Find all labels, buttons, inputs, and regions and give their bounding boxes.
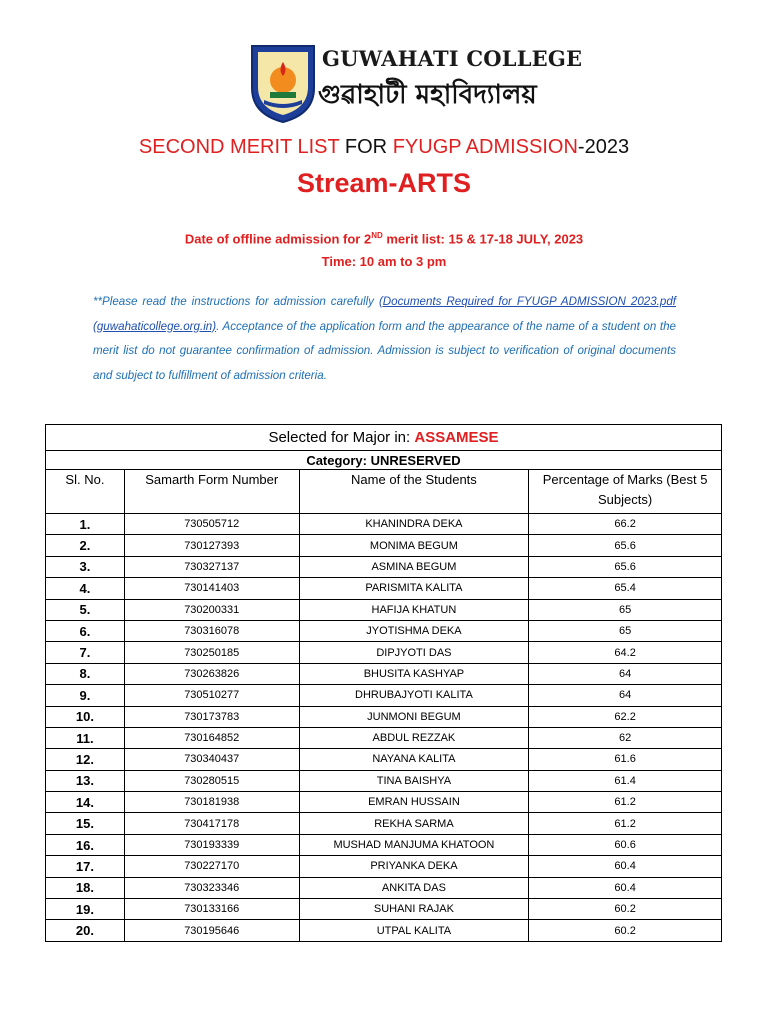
- merit-list-table: [45, 424, 722, 942]
- column-header-percentage: Percentage of Marks (Best 5 Subjects): [529, 470, 722, 514]
- college-logo: [248, 42, 318, 124]
- cell-student-name: ABDUL REZZAK: [299, 727, 529, 748]
- cell-student-name: REKHA SARMA: [299, 813, 529, 834]
- cell-sl-no: 13.: [46, 770, 125, 791]
- cell-percentage: 65.6: [529, 556, 722, 577]
- cell-student-name: MONIMA BEGUM: [299, 535, 529, 556]
- table-row: [46, 792, 722, 813]
- cell-percentage: 60.2: [529, 899, 722, 920]
- merit-list-rows: [46, 514, 722, 942]
- instructions-paragraph: [93, 290, 676, 388]
- cell-percentage: 62: [529, 727, 722, 748]
- title-part-merit-list: SECOND MERIT LIST: [138, 136, 340, 158]
- admission-date-prefix: Date of offline admission for 2: [184, 231, 372, 247]
- cell-student-name: JUNMONI BEGUM: [299, 706, 529, 727]
- cell-sl-no: 19.: [46, 899, 125, 920]
- college-name-assamese: গুৱাহাটী মহাবিদ্যালয়: [318, 80, 537, 110]
- cell-student-name: NAYANA KALITA: [299, 749, 529, 770]
- cell-student-name: MUSHAD MANJUMA KHATOON: [299, 834, 529, 855]
- cell-form-number: 730193339: [124, 834, 299, 855]
- cell-sl-no: 17.: [46, 856, 125, 877]
- cell-percentage: 64: [529, 663, 722, 684]
- admission-date-suffix: merit list: 15 & 17-18 JULY, 2023: [382, 231, 584, 247]
- cell-form-number: 730316078: [124, 620, 299, 641]
- selected-major-heading: [46, 425, 722, 451]
- instructions-body: . Acceptance of the application form and the appearance of the name of a student on the merit list do not guarantee confirmation of admission. Admission is subject to verification of original documents and subject to fulfillment of admission criteria.: [93, 319, 676, 382]
- cell-percentage: 62.2: [529, 706, 722, 727]
- cell-form-number: 730227170: [124, 856, 299, 877]
- cell-student-name: DIPJYOTI DAS: [299, 642, 529, 663]
- cell-sl-no: 1.: [46, 514, 125, 535]
- table-row: [46, 813, 722, 834]
- title-part-admission: FYUGP ADMISSION: [392, 136, 578, 158]
- cell-percentage: 64: [529, 685, 722, 706]
- cell-form-number: 730280515: [124, 770, 299, 791]
- column-header-student-name: Name of the Students: [299, 470, 529, 514]
- cell-student-name: ANKITA DAS: [299, 877, 529, 898]
- cell-form-number: 730173783: [124, 706, 299, 727]
- cell-form-number: 730340437: [124, 749, 299, 770]
- table-row: [46, 642, 722, 663]
- documents-required-link[interactable]: (Documents Required for FYUGP ADMISSION 2023.pdf (guwahaticollege.org.in): [93, 295, 676, 333]
- cell-sl-no: 20.: [46, 920, 125, 941]
- table-row: [46, 535, 722, 556]
- title-part-year: -2023: [577, 136, 630, 158]
- column-header-form-number: Samarth Form Number: [124, 470, 299, 514]
- cell-sl-no: 8.: [46, 663, 125, 684]
- cell-student-name: TINA BAISHYA: [299, 770, 529, 791]
- admission-time: Time: 10 am to 3 pm: [321, 254, 447, 269]
- cell-percentage: 60.4: [529, 877, 722, 898]
- cell-form-number: 730133166: [124, 899, 299, 920]
- cell-form-number: 730200331: [124, 599, 299, 620]
- category-heading: Category: UNRESERVED: [46, 451, 722, 470]
- cell-sl-no: 12.: [46, 749, 125, 770]
- cell-student-name: SUHANI RAJAK: [299, 899, 529, 920]
- table-row: [46, 749, 722, 770]
- cell-form-number: 730250185: [124, 642, 299, 663]
- cell-student-name: KHANINDRA DEKA: [299, 514, 529, 535]
- table-row: [46, 834, 722, 855]
- table-row: [46, 578, 722, 599]
- cell-percentage: 65.4: [529, 578, 722, 599]
- cell-student-name: PRIYANKA DEKA: [299, 856, 529, 877]
- cell-percentage: 66.2: [529, 514, 722, 535]
- cell-form-number: 730263826: [124, 663, 299, 684]
- title-part-for: FOR: [339, 136, 393, 158]
- cell-form-number: 730127393: [124, 535, 299, 556]
- cell-sl-no: 10.: [46, 706, 125, 727]
- cell-percentage: 60.2: [529, 920, 722, 941]
- instructions-intro: **Please read the instructions for admission carefully: [93, 295, 374, 308]
- cell-student-name: EMRAN HUSSAIN: [299, 792, 529, 813]
- cell-sl-no: 15.: [46, 813, 125, 834]
- cell-form-number: 730195646: [124, 920, 299, 941]
- cell-sl-no: 9.: [46, 685, 125, 706]
- cell-sl-no: 14.: [46, 792, 125, 813]
- cell-student-name: UTPAL KALITA: [299, 920, 529, 941]
- cell-sl-no: 5.: [46, 599, 125, 620]
- selected-major-subject: ASSAMESE: [414, 429, 499, 446]
- cell-form-number: 730510277: [124, 685, 299, 706]
- selected-major-label: Selected for Major in:: [268, 429, 415, 446]
- cell-student-name: BHUSITA KASHYAP: [299, 663, 529, 684]
- cell-percentage: 60.6: [529, 834, 722, 855]
- stream-title: Stream-ARTS: [296, 168, 472, 198]
- cell-form-number: 730141403: [124, 578, 299, 599]
- cell-form-number: 730181938: [124, 792, 299, 813]
- cell-student-name: PARISMITA KALITA: [299, 578, 529, 599]
- table-row: [46, 620, 722, 641]
- cell-percentage: 61.6: [529, 749, 722, 770]
- cell-student-name: HAFIJA KHATUN: [299, 599, 529, 620]
- cell-percentage: 65: [529, 599, 722, 620]
- cell-sl-no: 7.: [46, 642, 125, 663]
- table-row: [46, 556, 722, 577]
- table-row: [46, 663, 722, 684]
- table-row: [46, 920, 722, 941]
- college-header: [0, 42, 768, 132]
- table-row: [46, 685, 722, 706]
- cell-percentage: 61.2: [529, 792, 722, 813]
- cell-form-number: 730164852: [124, 727, 299, 748]
- table-row: [46, 856, 722, 877]
- table-row: [46, 514, 722, 535]
- cell-sl-no: 16.: [46, 834, 125, 855]
- cell-form-number: 730323346: [124, 877, 299, 898]
- table-row: [46, 727, 722, 748]
- cell-form-number: 730505712: [124, 514, 299, 535]
- admission-date: [0, 231, 768, 246]
- cell-percentage: 65: [529, 620, 722, 641]
- cell-student-name: ASMINA BEGUM: [299, 556, 529, 577]
- cell-percentage: 64.2: [529, 642, 722, 663]
- cell-sl-no: 6.: [46, 620, 125, 641]
- column-header-sl-no: Sl. No.: [46, 470, 125, 514]
- table-row: [46, 899, 722, 920]
- college-name-english: GUWAHATI COLLEGE: [322, 46, 583, 71]
- table-row: [46, 706, 722, 727]
- admission-date-superscript: ND: [371, 231, 383, 240]
- cell-sl-no: 18.: [46, 877, 125, 898]
- table-row: [46, 770, 722, 791]
- cell-sl-no: 4.: [46, 578, 125, 599]
- cell-student-name: DHRUBAJYOTI KALITA: [299, 685, 529, 706]
- cell-percentage: 61.2: [529, 813, 722, 834]
- cell-sl-no: 11.: [46, 727, 125, 748]
- table-row: [46, 599, 722, 620]
- cell-form-number: 730327137: [124, 556, 299, 577]
- cell-sl-no: 2.: [46, 535, 125, 556]
- cell-percentage: 65.6: [529, 535, 722, 556]
- cell-student-name: JYOTISHMA DEKA: [299, 620, 529, 641]
- cell-percentage: 60.4: [529, 856, 722, 877]
- table-row: [46, 877, 722, 898]
- cell-sl-no: 3.: [46, 556, 125, 577]
- page-title: [0, 136, 768, 159]
- cell-form-number: 730417178: [124, 813, 299, 834]
- cell-percentage: 61.4: [529, 770, 722, 791]
